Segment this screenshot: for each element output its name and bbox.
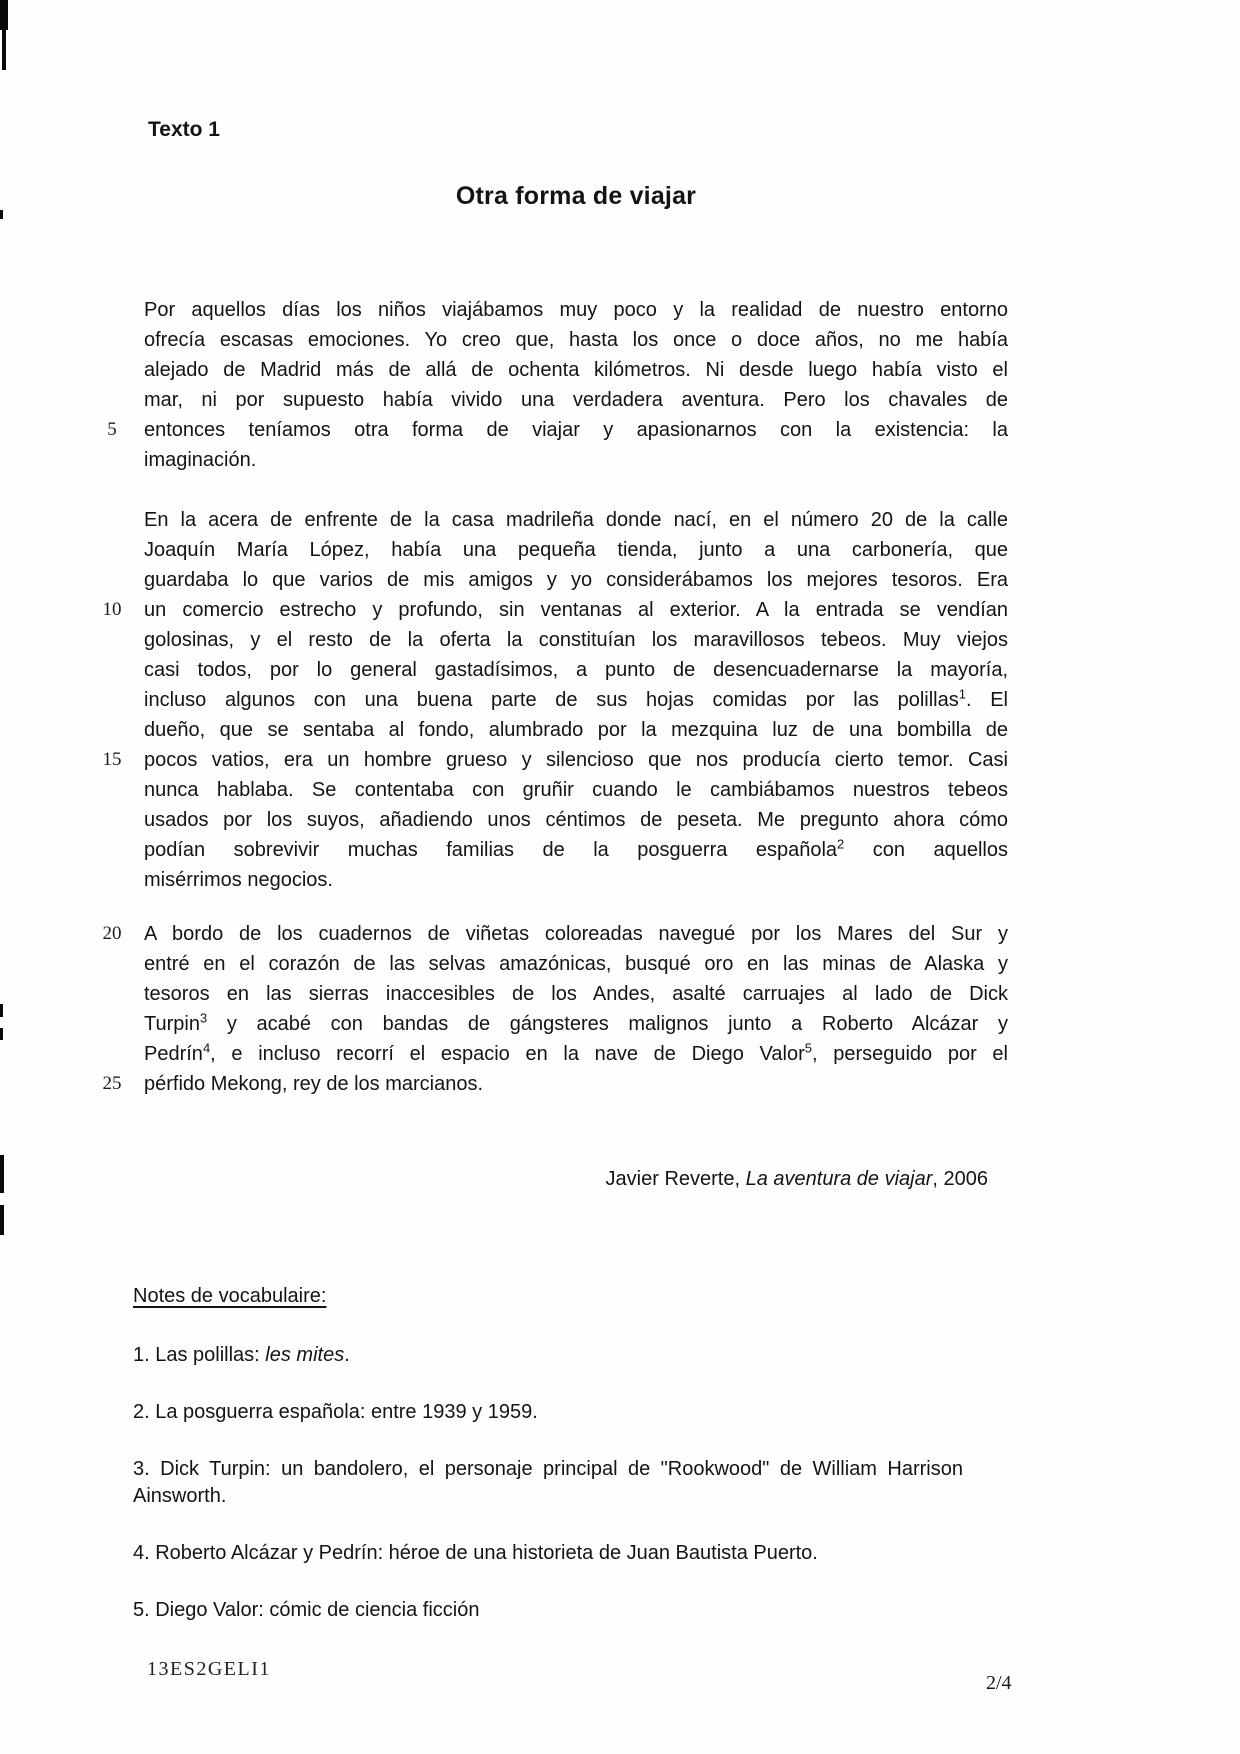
line-number: [88, 295, 136, 325]
passage-line-text: podían sobrevivir muchas familias de la posguerra española$^2$ con aquellos: [144, 836, 1008, 861]
passage-line-text: un comercio estrecho y profundo, sin ventanas al exterior. A la entrada se vendían: [144, 599, 1008, 621]
scan-artifact: [0, 1155, 4, 1193]
line-number: [88, 535, 136, 565]
passage-line-row: [88, 1039, 1008, 1069]
passage-line-row: [88, 745, 1008, 775]
line-number: [88, 835, 136, 865]
passage-line-row: [88, 385, 1008, 415]
passage-line-text: guardaba lo que varios de mis amigos y yo considerábamos los mejores tesoros. Era: [144, 569, 1008, 591]
passage-line-row: [88, 1009, 1008, 1039]
line-number: [88, 1039, 136, 1069]
line-number: [88, 385, 136, 415]
passage-line-text: mar, ni por supuesto había vivido una verdadera aventura. Pero los chavales de: [144, 389, 1008, 411]
text-label: Texto 1: [148, 118, 220, 141]
line-number: [88, 775, 136, 805]
passage-line-row: [88, 595, 1008, 625]
passage-line-row: [88, 415, 1008, 445]
scan-artifact: [0, 210, 3, 219]
passage-line-text: imaginación.: [144, 449, 257, 471]
passage-line-row: [88, 505, 1008, 535]
vocab-note-3: 3. Dick Turpin: un bandolero, el personaje principal de "Rookwood" de William Harrison Ainsworth.: [133, 1458, 963, 1507]
vocab-note-2: 2. La posguerra española: entre 1939 y 1959.: [133, 1401, 538, 1423]
passage-line-row: [88, 535, 1008, 565]
passage-line-text: alejado de Madrid más de allá de ochenta kilómetros. Ni desde luego había visto el: [144, 359, 1008, 381]
notes-heading: Notes de vocabulaire:: [133, 1285, 327, 1307]
paragraph: [88, 919, 1008, 1099]
passage-line-text: pérfido Mekong, rey de los marcianos.: [144, 1073, 484, 1095]
passage-line-row: [88, 1069, 1008, 1099]
vocab-note-1: 1. Las polillas: les mites.: [133, 1344, 350, 1366]
passage-line-row: [88, 919, 1008, 949]
passage-line-text: tesoros en las sierras inaccesibles de los Andes, asalté carruajes al lado de Dick: [144, 983, 1008, 1005]
page-title: Otra forma de viajar: [455, 182, 697, 210]
passage-line-text: entonces teníamos otra forma de viajar y apasionarnos con la existencia: la: [144, 419, 1008, 441]
footer-document-code: 13ES2GELI1: [147, 1658, 271, 1680]
line-number: [88, 949, 136, 979]
vocabulary-notes: [133, 1283, 963, 1654]
line-number: [88, 865, 136, 895]
passage-line-row: [88, 565, 1008, 595]
passage-line-text: Turpin$^3$ y acabé con bandas de gángsteres malignos junto a Roberto Alcázar y: [144, 1010, 1008, 1035]
passage-line-text: Joaquín María López, había una pequeña tienda, junto a una carbonería, que: [144, 539, 1008, 561]
vocab-note-5: 5. Diego Valor: cómic de ciencia ficción: [133, 1599, 480, 1621]
passage-line-row: [88, 715, 1008, 745]
line-number: [88, 355, 136, 385]
passage-line-text: nunca hablaba. Se contentaba con gruñir cuando le cambiábamos nuestros tebeos: [144, 779, 1008, 801]
line-number: [88, 979, 136, 1009]
line-number: [88, 325, 136, 355]
scan-artifact: [0, 0, 8, 30]
passage-line-text: Pedrín$^4$, e incluso recorrí el espacio en la nave de Diego Valor$^5$, perseguido por el: [144, 1040, 1008, 1065]
line-number: [88, 565, 136, 595]
line-number: 15: [102, 749, 122, 770]
passage-line-text: casi todos, por lo general gastadísimos, a punto de desencuadernarse la mayoría,: [144, 659, 1008, 681]
passage-line-text: pocos vatios, era un hombre grueso y silencioso que nos producía cierto temor. Casi: [144, 749, 1008, 771]
passage-line-text: A bordo de los cuadernos de viñetas coloreadas navegué por los Mares del Sur y: [144, 923, 1008, 945]
passage-line-row: [88, 625, 1008, 655]
line-number: [88, 505, 136, 535]
passage-line-text: entré en el corazón de las selvas amazónicas, busqué oro en las minas de Alaska y: [144, 953, 1008, 975]
passage-line-row: [88, 325, 1008, 355]
passage-line-row: [88, 355, 1008, 385]
passage-line-text: dueño, que se sentaba al fondo, alumbrado por la mezquina luz de una bombilla de: [144, 719, 1008, 741]
passage-line-text: usados por los suyos, añadiendo unos céntimos de peseta. Me pregunto ahora cómo: [144, 809, 1008, 831]
passage-line-row: [88, 685, 1008, 715]
passage-line-text: En la acera de enfrente de la casa madrileña donde nací, en el número 20 de la calle: [144, 509, 1008, 531]
line-number: [88, 805, 136, 835]
passage-line-text: misérrimos negocios.: [144, 869, 333, 891]
scan-artifact: [0, 1004, 3, 1017]
scan-artifact: [0, 1028, 3, 1040]
passage-line-row: [88, 295, 1008, 325]
passage-line-row: [88, 865, 1008, 895]
vocab-note-4: 4. Roberto Alcázar y Pedrín: héroe de una historieta de Juan Bautista Puerto.: [133, 1542, 818, 1564]
passage-line-row: [88, 655, 1008, 685]
reading-passage: [88, 295, 1008, 1099]
passage-line-row: [88, 979, 1008, 1009]
paragraph: [88, 295, 1008, 475]
line-number: [88, 445, 136, 475]
line-number: [88, 625, 136, 655]
passage-line-text: Por aquellos días los niños viajábamos muy poco y la realidad de nuestro entorno: [144, 299, 1008, 321]
line-number: 25: [102, 1073, 122, 1094]
line-number: [88, 1009, 136, 1039]
passage-line-row: [88, 775, 1008, 805]
line-number: [88, 685, 136, 715]
passage-line-text: golosinas, y el resto de la oferta la constituían los maravillosos tebeos. Muy viejos: [144, 629, 1008, 651]
attribution: Javier Reverte, La aventura de viajar, 2006: [605, 1168, 988, 1190]
passage-line-row: [88, 835, 1008, 865]
passage-line-row: [88, 445, 1008, 475]
passage-line-text: incluso algunos con una buena parte de sus hojas comidas por las polillas$^1$. El: [144, 686, 1008, 711]
line-number: 20: [102, 923, 122, 944]
line-number: 5: [107, 419, 117, 440]
scan-artifact: [0, 1205, 4, 1235]
paragraph: [88, 505, 1008, 895]
line-number: 10: [102, 599, 122, 620]
passage-line-row: [88, 949, 1008, 979]
scan-artifact: [2, 28, 6, 70]
footer-page-number: 2/4: [986, 1672, 1012, 1694]
line-number: [88, 715, 136, 745]
passage-line-text: ofrecía escasas emociones. Yo creo que, hasta los once o doce años, no me había: [144, 329, 1008, 351]
passage-line-row: [88, 805, 1008, 835]
line-number: [88, 655, 136, 685]
